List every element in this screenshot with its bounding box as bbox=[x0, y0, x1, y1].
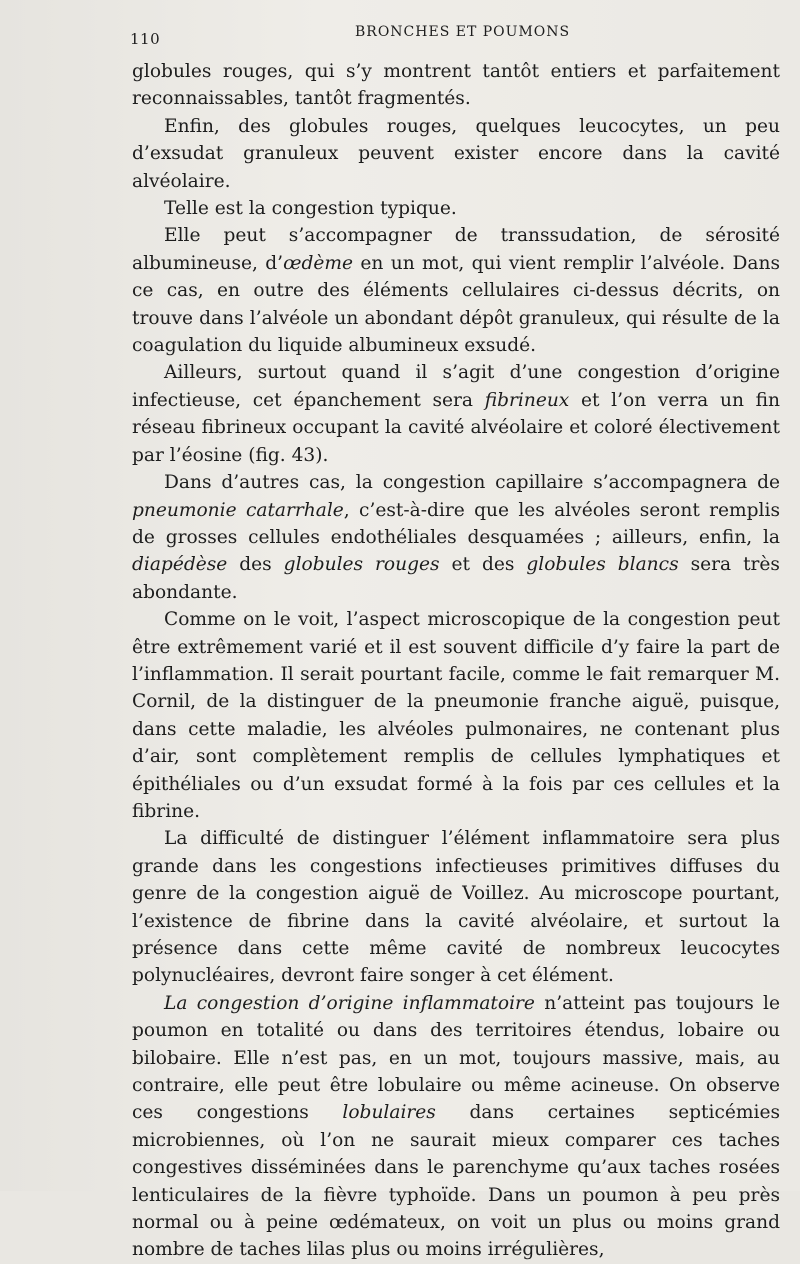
paragraph: Comme on le voit, l’aspect microscopique de la congestion peut être extrêmement varié et il est souvent difficile d’y faire la part de l’inflammation. Il serait pourtant facile, comme le fait remarquer M. Cornil, de la distinguer de la pneumonie franche aiguë, puisque, dans cette maladie, les alvéoles pulmonaires, ne contenant plus d’air, sont complètement remplis de cellules lymphatiques et épithéliales ou d’un exsudat formé à la fois par ces cellules et la fibrine. bbox=[132, 609, 780, 822]
page-header bbox=[130, 24, 780, 50]
page-number: 110 bbox=[130, 30, 161, 48]
paragraph: La congestion d’origine inflammatoire n’atteint pas toujours le poumon en totalité ou dans des territoires étendus, lobaire ou bilobaire. Elle n’est pas, en un mot, toujours massive, mais, au contraire, elle peut être lobulaire ou même acineuse. On observe ces congestions lobulaires dans certaines septicémies microbiennes, où l’on ne saurait mieux comparer ces taches congestives disséminées dans le parenchyme qu’aux taches rosées lenticulaires de la fièvre typhoïde. Dans un poumon à peu près normal ou à peine œdémateux, on voit un plus ou moins grand nombre de taches lilas plus ou moins irrégulières, bbox=[132, 992, 780, 1261]
running-head: BRONCHES ET POUMONS bbox=[355, 24, 571, 40]
paragraph: Enfin, des globules rouges, quelques leucocytes, un peu d’exsudat granuleux peuvent exister encore dans la cavité alvéolaire. bbox=[132, 115, 780, 192]
body-text bbox=[132, 58, 780, 1264]
paragraph: Elle peut s’accompagner de transsudation, de sérosité albumineuse, d’œdème en un mot, qui vient remplir l’alvéole. Dans ce cas, en outre des éléments cellulaires ci-dessus décrits, on trouve dans l’alvéole un abondant dépôt granuleux, qui résulte de la coagulation du liquide albumineux exsudé. bbox=[132, 225, 781, 357]
paragraph: Telle est la congestion typique. bbox=[164, 198, 457, 220]
paragraph: globules rouges, qui s’y montrent tantôt entiers et parfaitement reconnaissables, tantôt fragmentés. bbox=[132, 61, 780, 110]
paragraph: Dans d’autres cas, la congestion capillaire s’accompagnera de pneumonie catarrhale, c’est-à-dire que les alvéoles seront remplis de grosses cellules endothéliales desquamées ; ailleurs, enfin, la diapédèse des globules rouges et des globules blancs sera très abondante. bbox=[132, 472, 780, 603]
paragraph: La difficulté de distinguer l’élément inflammatoire sera plus grande dans les congestions infectieuses primitives diffuses du genre de la congestion aiguë de Voillez. Au microscope pourtant, l’existence de fibrine dans la cavité alvéolaire, et surtout la présence dans cette même cavité de nombreux leucocytes polynucléaires, devront faire songer à cet élément. bbox=[132, 828, 780, 987]
paragraph: Ailleurs, surtout quand il s’agit d’une congestion d’origine infectieuse, cet épanchement sera fibrineux et l’on verra un fin réseau fibrineux occupant la cavité alvéolaire et coloré électivement par l’éosine (fig. 43). bbox=[132, 362, 780, 466]
